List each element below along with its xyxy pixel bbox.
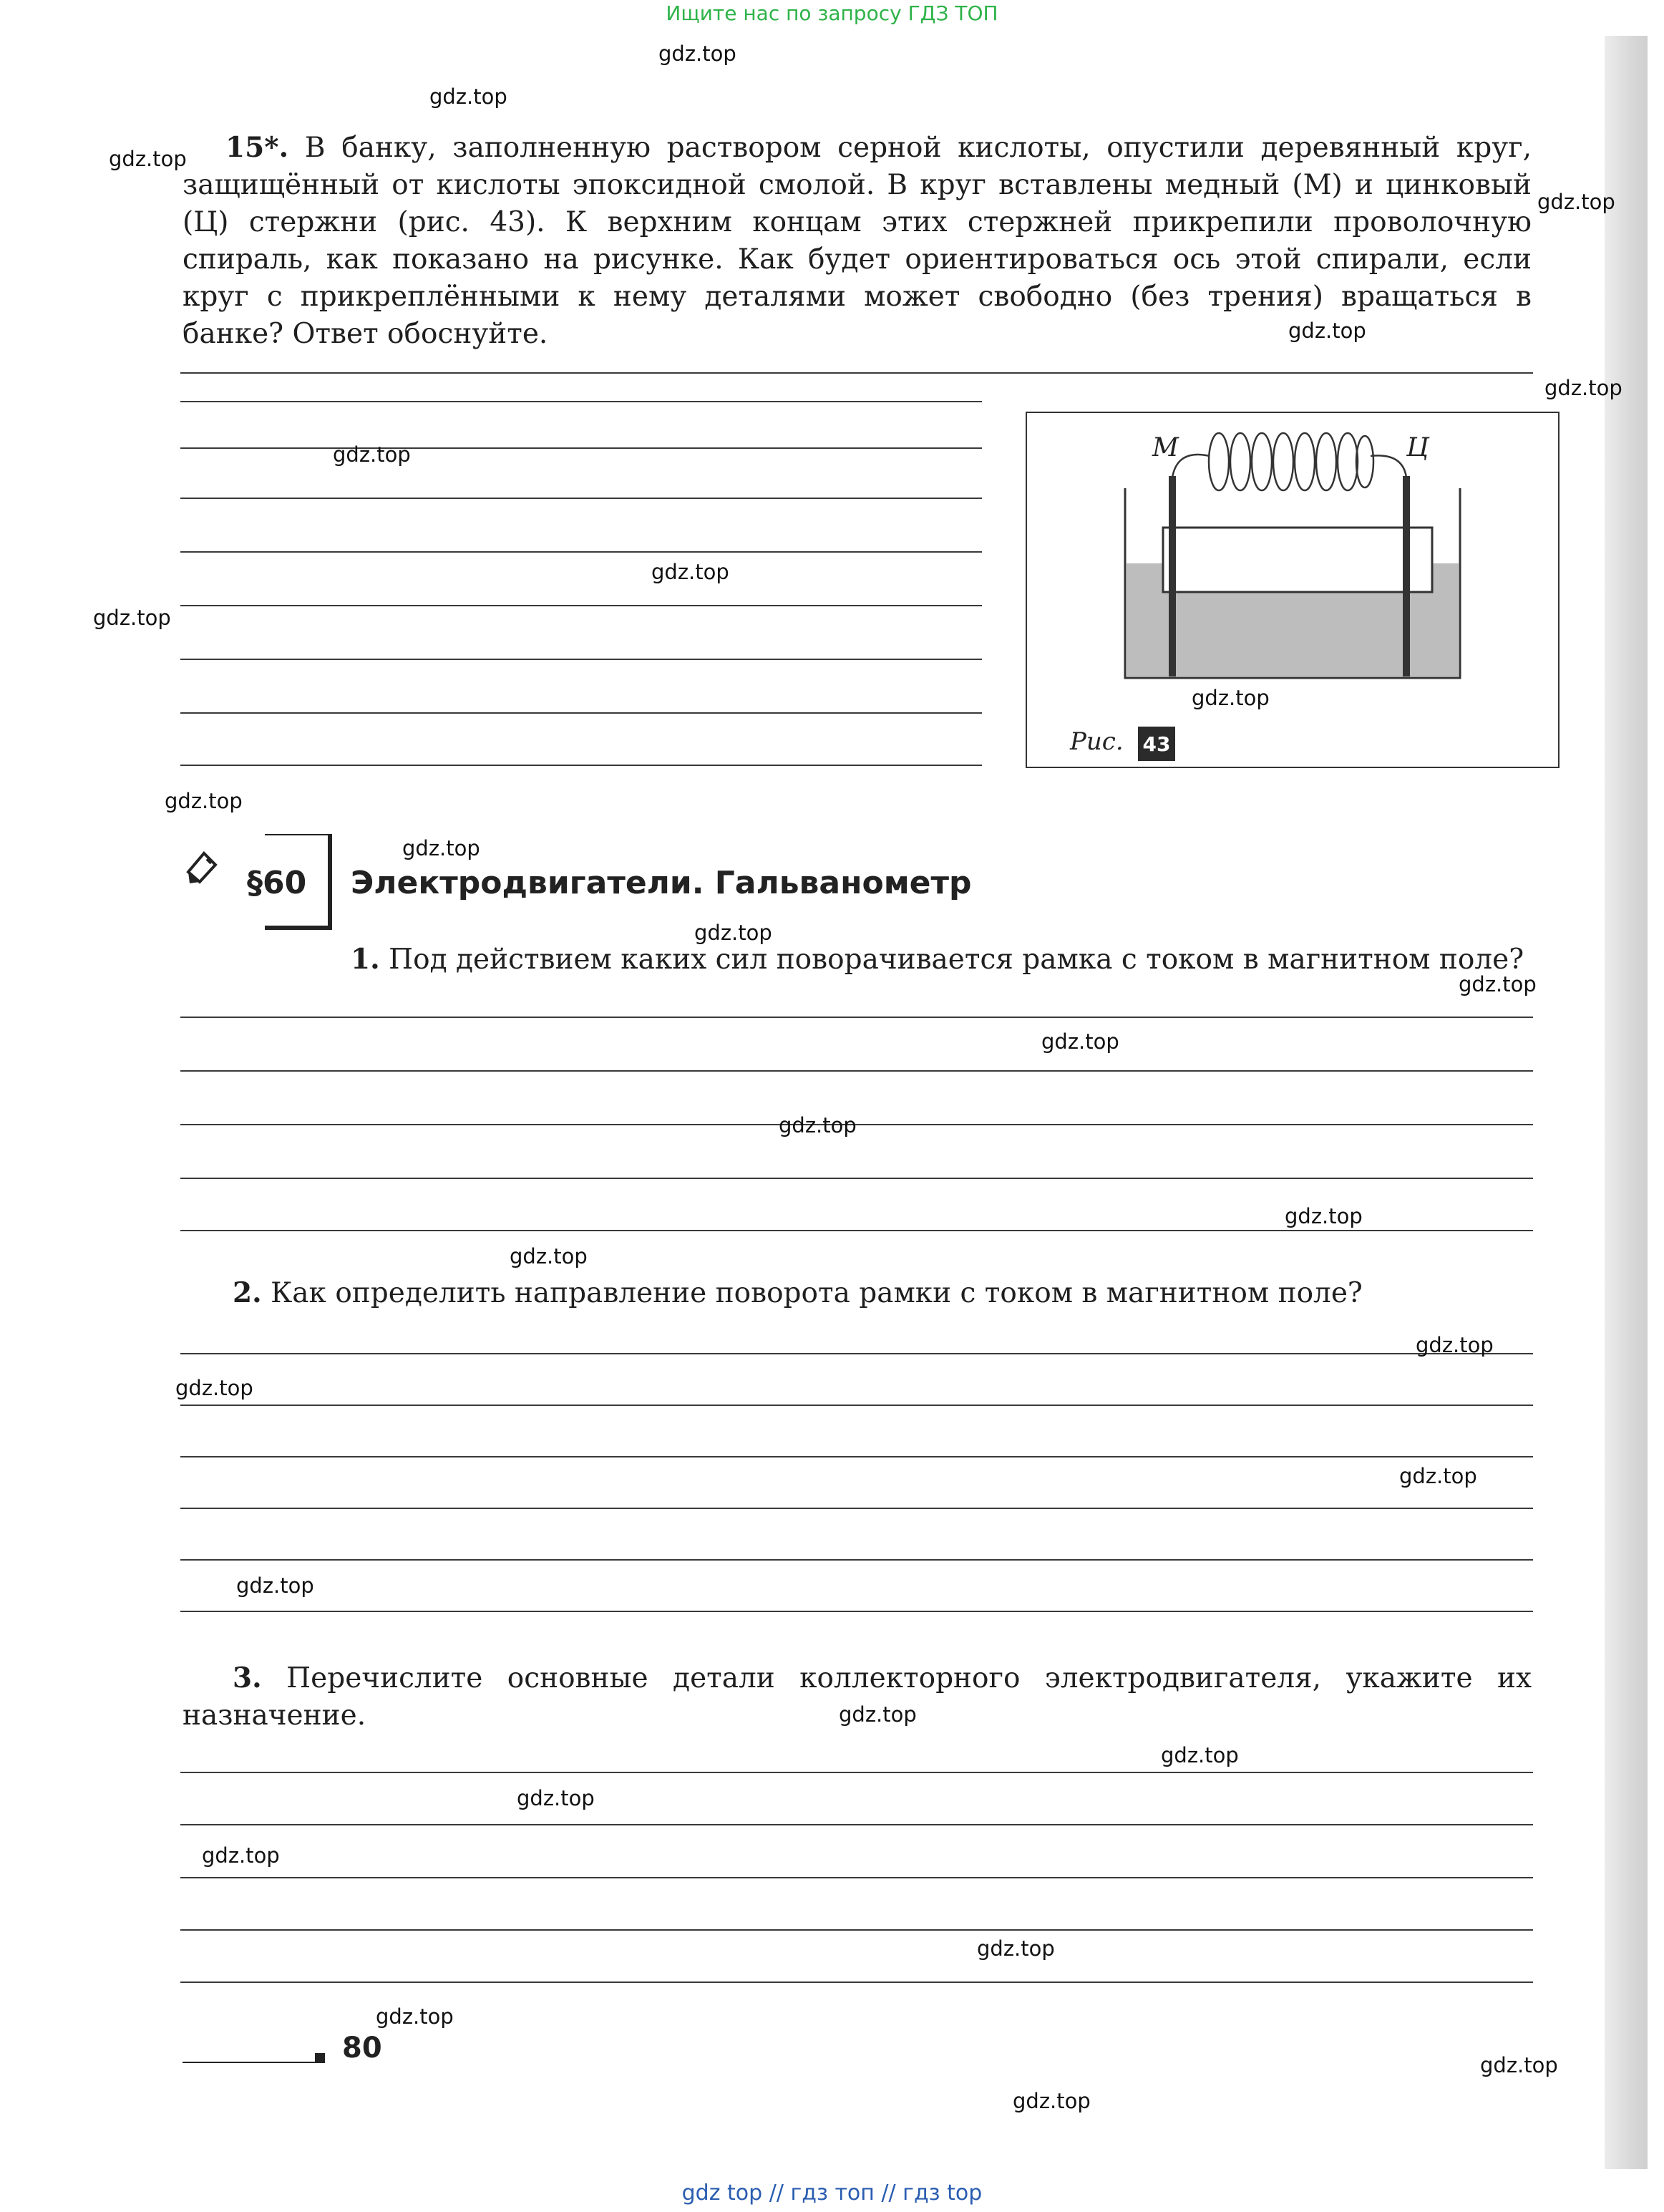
answer-line[interactable] (180, 447, 982, 449)
watermark: gdz.top (1537, 190, 1615, 214)
watermark: gdz.top (202, 1843, 280, 1868)
figure-caption: Рис. (1070, 727, 1124, 756)
page-number: 80 (342, 2032, 382, 2065)
answer-line[interactable] (180, 1559, 1533, 1561)
watermark: gdz.top (1480, 2053, 1558, 2077)
watermark: gdz.top (175, 1376, 253, 1400)
watermark: gdz.top (236, 1573, 314, 1598)
answer-line[interactable] (180, 1353, 1533, 1354)
answer-line[interactable] (180, 1456, 1533, 1457)
watermark: gdz.top (333, 442, 411, 467)
page-edge-shadow (1605, 36, 1648, 2169)
watermark: gdz.top (517, 1786, 595, 1810)
label-copper: М (1152, 433, 1179, 462)
figure-43 (1026, 412, 1560, 768)
page-number-rule (183, 2062, 322, 2063)
answer-line[interactable] (180, 1070, 1533, 1072)
answer-line[interactable] (180, 401, 982, 402)
task-3-text: Перечислите основные детали коллекторного электродвигателя, укажите их назначение. (183, 1662, 1532, 1732)
answer-line[interactable] (180, 1772, 1533, 1773)
answer-line[interactable] (180, 659, 982, 660)
copper-rod (1169, 476, 1176, 676)
task-1-number: 1. (351, 943, 380, 976)
wire-coil (1209, 433, 1373, 490)
answer-line[interactable] (180, 1877, 1533, 1878)
footer-links[interactable]: gdz top // гдз топ // гдз top (681, 2181, 983, 2206)
answer-line[interactable] (180, 1124, 1533, 1125)
answer-line[interactable] (180, 551, 982, 553)
watermark: gdz.top (1161, 1743, 1239, 1767)
watermark: gdz.top (402, 836, 480, 860)
watermark: gdz.top (779, 1113, 857, 1137)
watermark: gdz.top (1399, 1464, 1477, 1488)
task-15-number: 15*. (225, 131, 289, 164)
watermark: gdz.top (1288, 319, 1366, 343)
search-banner[interactable]: Ищите нас по запросу ГДЗ ТОП (666, 1, 998, 25)
answer-line[interactable] (180, 1824, 1533, 1825)
answer-line[interactable] (180, 372, 1533, 374)
watermark: gdz.top (1285, 1204, 1363, 1228)
task-3-number: 3. (233, 1662, 262, 1694)
watermark: gdz.top (1544, 376, 1622, 400)
answer-line[interactable] (180, 712, 982, 714)
answer-line[interactable] (180, 1508, 1533, 1509)
watermark: gdz.top (1013, 2089, 1091, 2113)
answer-line[interactable] (180, 1230, 1533, 1231)
watermark: gdz.top (1416, 1333, 1494, 1357)
watermark: gdz.top (510, 1244, 588, 1268)
answer-line[interactable] (180, 1178, 1533, 1179)
watermark: gdz.top (1459, 972, 1537, 996)
task-2 (233, 1274, 1542, 1312)
watermark: gdz.top (376, 2004, 454, 2029)
task-15-text: В банку, заполненную раствором серной кислоты, опустили деревянный круг, защищённый от кислоты эпоксидной смолой. В круг вставлены медный (М) и цинковый (Ц) стержни (рис. 43). К верхним концам этих стержней прикрепили проволочную спираль, как показано на рисунке. Как будет ориентироваться ось этой спирали, если круг с прикреплёнными к нему деталями может свободно (без трения) вращаться в банке? Ответ обоснуйте. (183, 132, 1532, 350)
zinc-rod (1403, 476, 1410, 676)
answer-line[interactable] (180, 1405, 1533, 1406)
wooden-disc (1163, 528, 1432, 592)
pencil-icon (183, 845, 225, 888)
answer-line[interactable] (180, 498, 982, 499)
figure-number: 43 (1142, 732, 1171, 756)
figure-43-drawing (1027, 413, 1558, 767)
watermark: gdz.top (1041, 1029, 1119, 1054)
answer-line[interactable] (180, 605, 982, 606)
watermark: gdz.top (109, 147, 187, 171)
watermark: gdz.top (429, 84, 507, 109)
answer-line[interactable] (180, 1981, 1533, 1983)
watermark: gdz.top (694, 921, 772, 945)
watermark: gdz.top (658, 42, 736, 66)
watermark: gdz.top (977, 1936, 1055, 1961)
watermark: gdz.top (93, 606, 171, 630)
task-1-text: Под действием каких сил поворачивается рамка с током в магнитном поле? (389, 944, 1524, 976)
watermark: gdz.top (651, 560, 729, 584)
wire-right (1371, 455, 1406, 477)
answer-line[interactable] (180, 765, 982, 766)
task-2-number: 2. (233, 1276, 262, 1309)
answer-line[interactable] (180, 1929, 1533, 1931)
task-2-text: Как определить направление поворота рамки с током в магнитном поле? (271, 1277, 1363, 1309)
page-number-marker (315, 2053, 325, 2063)
section-number: §60 (247, 865, 307, 901)
answer-line[interactable] (180, 1611, 1533, 1612)
label-zinc: Ц (1406, 433, 1429, 462)
answer-line[interactable] (180, 1017, 1533, 1018)
watermark: gdz.top (1192, 686, 1270, 710)
section-title: Электродвигатели. Гальванометр (351, 865, 972, 901)
watermark: gdz.top (165, 789, 243, 813)
task-1 (351, 941, 1539, 979)
watermark: gdz.top (839, 1702, 917, 1727)
